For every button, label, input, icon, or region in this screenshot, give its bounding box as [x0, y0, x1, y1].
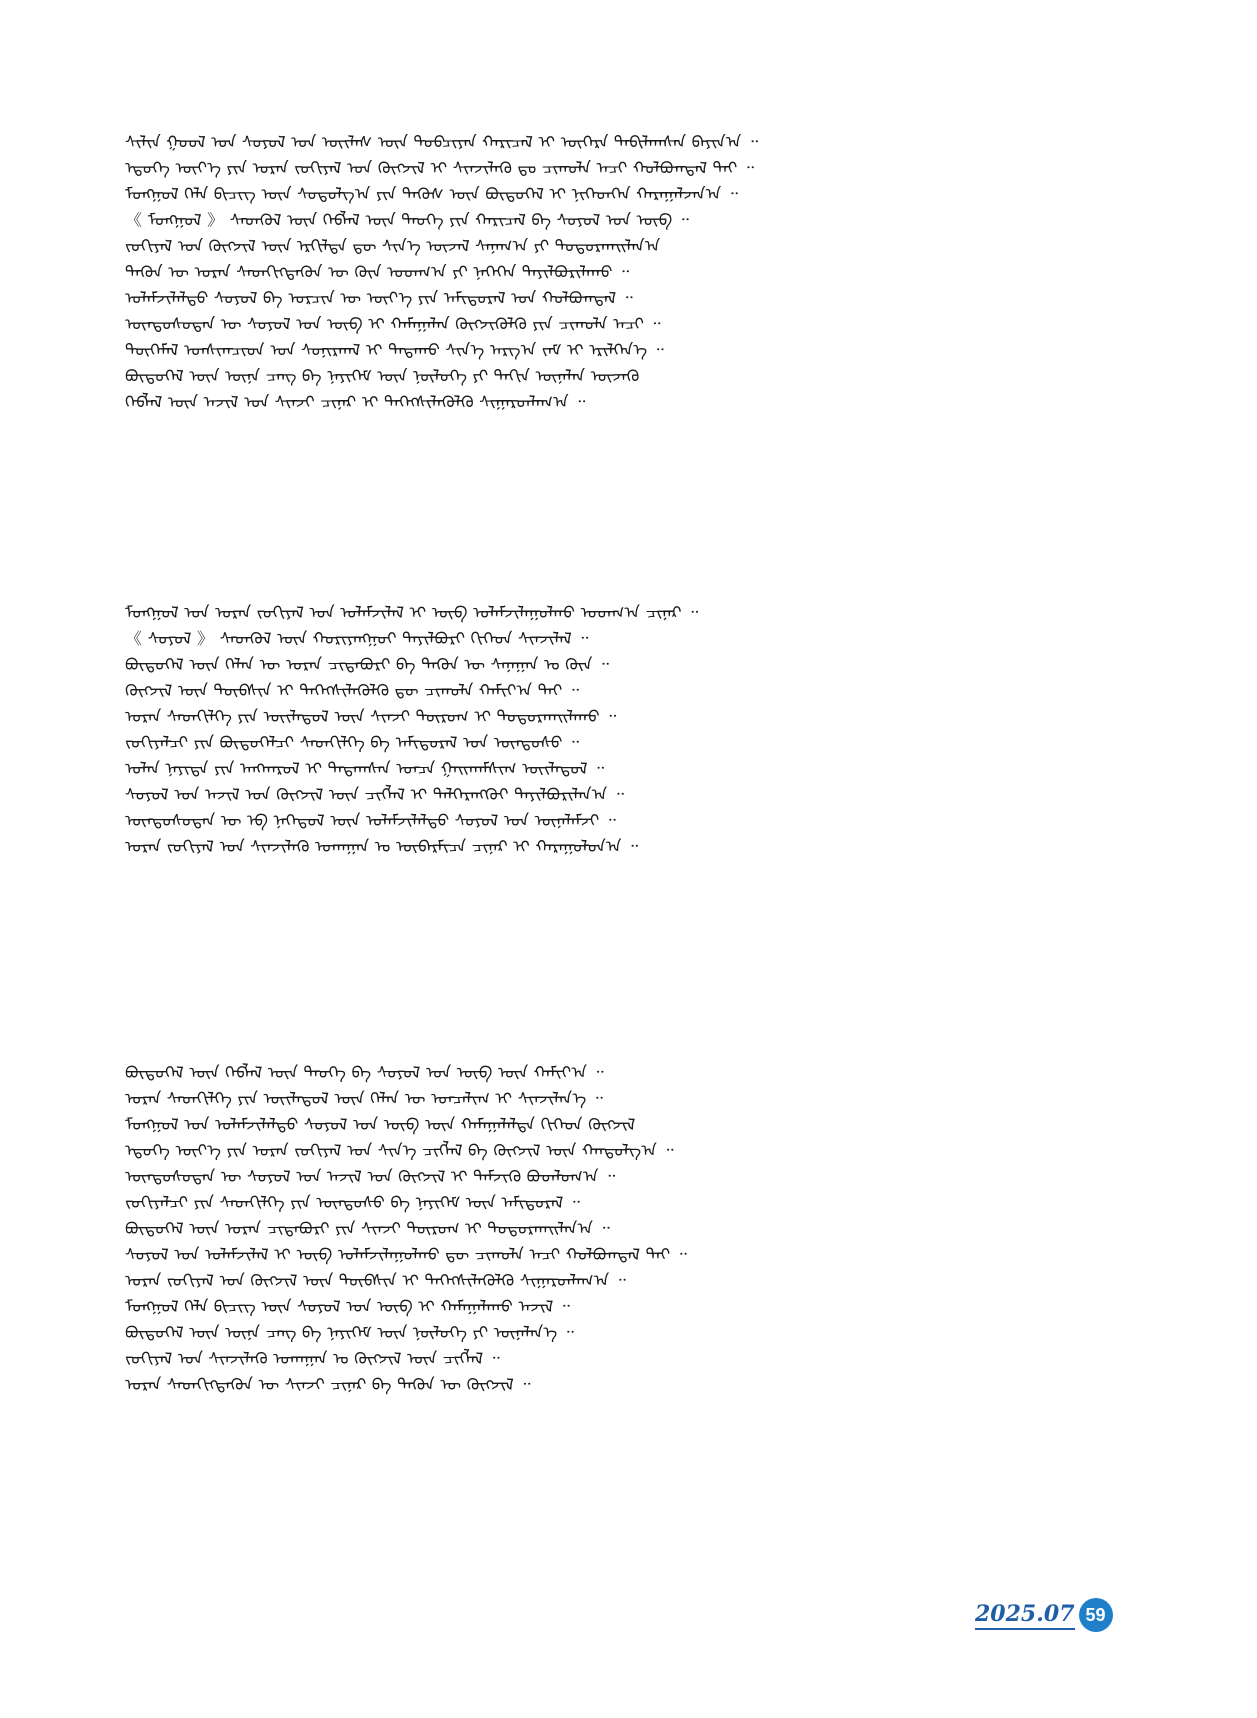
- text-line: ᠤᠷᠠᠨ ᠵᠣᠬᠢᠶᠠᠯ ᠤᠨ ᠬᠥᠭᠵᠢᠯ ᠦᠨ ᠲᠦᠪᠰᠢᠨ ᠢ ᠳᠡᠭᠡᠭᠰᠢᠯᠡᠭᠦᠯᠬᠦ ᠰᠢᠭᠠᠷᠳᠯᠠᠭ᠎ᠠ ᠃: [125, 1271, 626, 1291]
- text-line: ᠪᠦᠲᠦᠭᠡᠯ ᠦᠨ ᠤᠷᠠᠨ ᠴᠢᠳᠠᠪᠤᠷᠢ ᠶᠢᠨ ᠰᠢᠨᠵᠢ ᠲᠥᠷᠦᠬ ᠢ ᠲᠣᠳᠤᠷᠬᠠᠢᠯᠠᠨ᠎ᠠ ᠃: [125, 1219, 610, 1239]
- text-column-group-bottom: [125, 1060, 1125, 1580]
- text-line: ᠮᠣᠩᠭᠣᠯ ᠬᠡᠯᠡ ᠪᠢᠴᠢᠭ ᠦᠨ ᠰᠤᠳᠤᠯᠭ᠎ᠠ ᠶᠢᠨ ᠲᠡᠭᠦᠰ ᠦᠨ ᠪᠦᠲᠦᠭᠡᠯ ᠢ ᠨᠢᠭᠡᠳᠬᠡᠨ ᠬᠠᠷᠠᠭᠠᠯᠵᠠᠨ᠎ᠠ ᠃: [125, 185, 739, 205]
- text-line: ᠰᠣᠶᠣᠯ ᠤᠨ ᠤᠯᠠᠮᠵᠢᠯᠠᠯ ᠢ ᠥᠪ ᠤᠯᠠᠮᠵᠢᠯᠠᠭᠤᠯᠬᠤ ᠳᠦ ᠴᠢᠬᠤᠯᠠ ᠠᠴᠢ ᠬᠣᠯᠪᠣᠭᠳᠠᠯ ᠲᠠᠢ ᠃: [125, 1245, 687, 1265]
- text-line: ᠵᠣᠬᠢᠶᠠᠯ ᠤᠨ ᠰᠢᠨᠵᠢᠯᠡᠬᠦ ᠤᠬᠠᠭᠠᠨ ᠤ ᠬᠥᠭᠵᠢᠯ ᠦᠨ ᠴᠢᠭᠯᠡᠯ ᠃: [125, 1349, 500, 1369]
- text-line: ᠬᠡᠪᠯᠡᠯ ᠦᠨ ᠠᠵᠢᠯ ᠤᠨ ᠰᠢᠨᠵᠢ ᠴᠢᠨᠠᠷ ᠢ ᠳᠡᠭᠡᠭᠰᠢᠯᠡᠭᠦᠯᠬᠦ ᠰᠢᠭᠠᠷᠳᠯᠠᠭ᠎ᠠ ᠃: [125, 393, 586, 413]
- text-line: ᠰᠢᠯᠢᠨ ᠭᠣᠣᠯ ᠤᠨ ᠰᠣᠶᠣᠯ ᠤᠨ ᠦᠢᠯᠡᠰ ᠦᠨ ᠲᠣᠪᠴᠢᠶᠠᠨ ᠬᠠᠷᠢᠴᠠᠯ ᠢ ᠦᠭᠡᠷᠡ ᠲᠠᠪᠢᠯᠠᠭᠰᠠᠨ ᠪᠠᠶᠢᠨ᠎ᠠ ᠃: [125, 133, 759, 153]
- text-column-group-middle: [125, 600, 1125, 1020]
- text-line: ᠬᠥᠭᠵᠢᠯ ᠦᠨ ᠲᠦᠪᠰᠢᠨ ᠢ ᠳᠡᠭᠡᠭᠰᠢᠯᠡᠭᠦᠯᠬᠦ ᠳᠦ ᠴᠢᠬᠤᠯᠠ ᠬᠠᠮᠢᠶ᠎ᠠ ᠲᠠᠢ ᠃: [125, 681, 580, 701]
- text-line: ᠦᠨᠳᠦᠰᠦᠲᠡᠨ ᠦ ᠰᠣᠶᠣᠯ ᠤᠨ ᠥᠪ ᠢ ᠬᠠᠮᠠᠭᠠᠯᠠᠨ ᠬᠥᠭᠵᠢᠭᠦᠯᠬᠦ ᠶᠢᠨ ᠴᠢᠬᠤᠯᠠ ᠠᠴᠢ ᠃: [125, 315, 661, 335]
- page-number: 59: [1079, 1598, 1113, 1632]
- text-line: ᠮᠣᠩᠭᠣᠯ ᠤᠨ ᠤᠯᠠᠮᠵᠢᠯᠠᠯᠲᠤ ᠰᠣᠶᠣᠯ ᠤᠨ ᠥᠪ ᠦᠨ ᠬᠠᠮᠠᠭᠠᠯᠠᠯᠲᠠ ᠬᠢᠭᠡᠳ ᠬᠥᠭᠵᠢᠯ: [125, 1115, 636, 1135]
- text-line: ᠣᠯᠠᠨ ᠨᠡᠶᠢᠲᠡ ᠶᠢᠨ ᠠᠩᠬᠠᠷᠤᠯ ᠢ ᠲᠠᠲᠠᠭᠰᠠᠨ ᠣᠨᠴᠠ ᠭᠠᠢᠬᠠᠮᠰᠢᠭ ᠦᠢᠯᠡᠳᠦᠯ ᠃: [125, 759, 605, 779]
- text-line: ᠵᠣᠬᠢᠶᠠᠯᠴᠢ ᠶᠢᠨ ᠰᠡᠳᠬᠢᠯᠭᠡ ᠶᠢᠨ ᠦᠨᠳᠦᠰᠦ ᠪᠠ ᠨᠡᠶᠢᠭᠡᠮ ᠦᠨ ᠠᠮᠢᠳᠤᠷᠠᠯ ᠃: [125, 1193, 580, 1213]
- text-line: ᠲᠦᠭᠡᠮᠡᠯ ᠤᠨᠰᠢᠭᠴᠢᠳ ᠤᠨ ᠰᠣᠨᠢᠷᠬᠠᠯ ᠢ ᠲᠠᠲᠠᠬᠤ ᠰᠢᠨ᠎ᠡ ᠠᠷᠭ᠎ᠠ ᠵᠠᠮ ᠢ ᠡᠷᠢᠯᠬᠡᠨ᠎ᠡ ᠃: [125, 341, 664, 361]
- text-line: ᠮᠣᠩᠭᠣᠯ ᠤᠨ ᠤᠷᠠᠨ ᠵᠣᠬᠢᠶᠠᠯ ᠤᠨ ᠤᠯᠠᠮᠵᠢᠯᠠᠯ ᠢ ᠥᠪ ᠤᠯᠠᠮᠵᠢᠯᠠᠭᠤᠯᠬᠤ ᠤᠳᠬ᠎ᠠ ᠴᠢᠨᠠᠷ ᠃: [125, 603, 699, 623]
- issue-badge: [975, 1598, 1113, 1632]
- text-line: ᠤᠷᠠᠨ ᠵᠣᠬᠢᠶᠠᠯ ᠤᠨ ᠰᠢᠨᠵᠢᠯᠡᠬᠦ ᠤᠬᠠᠭᠠᠨ ᠤ ᠥᠪᠡᠷᠮᠢᠴᠡ ᠴᠢᠨᠠᠷ ᠢ ᠬᠠᠷᠠᠭᠤᠯᠤᠨ᠎ᠠ ᠃: [125, 837, 639, 857]
- text-line: ᠡᠳᠦᠭᠡ ᠦᠶ᠎ᠡ ᠶᠢᠨ ᠤᠷᠠᠨ ᠵᠣᠬᠢᠶᠠᠯ ᠤᠨ ᠰᠢᠨ᠎ᠡ ᠴᠢᠭᠯᠡᠯ ᠪᠠ ᠬᠥᠭᠵᠢᠯ ᠦᠨ ᠬᠠᠨᠳᠤᠯᠭ᠎ᠠ ᠃: [125, 1141, 674, 1161]
- text-line: ᠰᠣᠶᠣᠯ ᠤᠨ ᠠᠵᠢᠯ ᠤᠨ ᠬᠥᠭᠵᠢᠯ ᠦᠨ ᠴᠢᠭᠯᠡᠯ ᠢ ᠳᠡᠯᠭᠡᠷᠡᠩᠭᠦᠢ ᠲᠠᠶᠢᠯᠪᠤᠷᠢᠯᠠᠨ᠎ᠠ ᠃: [125, 785, 625, 805]
- text-line: ᠮᠣᠩᠭᠣᠯ ᠬᠡᠯᠡ ᠪᠢᠴᠢᠭ ᠦᠨ ᠰᠣᠶᠣᠯ ᠤᠨ ᠥᠪ ᠢ ᠬᠠᠮᠠᠭᠠᠯᠠᠬᠤ ᠠᠵᠢᠯ ᠃: [125, 1297, 570, 1317]
- text-line: ᠪᠦᠲᠦᠭᠡᠯ ᠦᠨ ᠬᠡᠪᠯᠡᠯ ᠦᠨ ᠲᠡᠦᠬᠡ ᠪᠠ ᠰᠣᠶᠣᠯ ᠤᠨ ᠥᠪ ᠦᠨ ᠬᠠᠮᠢᠶ᠎ᠠ ᠃: [125, 1063, 604, 1083]
- text-line: ᠤᠯᠠᠮᠵᠢᠯᠠᠯᠲᠤ ᠰᠣᠶᠣᠯ ᠪᠠ ᠣᠷᠴᠢᠨ ᠦ ᠦᠶ᠎ᠡ ᠶᠢᠨ ᠠᠮᠢᠳᠤᠷᠠᠯ ᠤᠨ ᠬᠣᠯᠪᠣᠭᠳᠠᠯ ᠃: [125, 289, 633, 309]
- text-line: 《 ᠰᠣᠶᠣᠯ 》 ᠰᠡᠳᠬᠦᠯ ᠦᠨ ᠬᠣᠷᠢᠶᠠᠩᠭᠤᠢ ᠲᠠᠶᠢᠯᠪᠤᠷᠢ ᠬᠢᠭᠡᠳ ᠰᠢᠨᠵᠢᠯᠡᠯ ᠃: [125, 629, 589, 649]
- text-line: ᠦᠨᠳᠦᠰᠦᠲᠡᠨ ᠦ ᠰᠣᠶᠣᠯ ᠤᠨ ᠠᠵᠢᠯ ᠤᠨ ᠬᠥᠭᠵᠢᠯ ᠢ ᠳᠡᠮᠵᠢᠬᠦ ᠪᠣᠳᠯᠣᠭ᠎ᠠ ᠃: [125, 1167, 616, 1187]
- text-line: 《 ᠮᠣᠩᠭᠣᠯ 》 ᠰᠡᠳᠬᠦᠯ ᠦᠨ ᠬᠡᠪᠯᠡᠯ ᠦᠨ ᠲᠡᠦᠬᠡ ᠶᠢᠨ ᠬᠠᠷᠢᠴᠠᠯ ᠪᠠ ᠰᠣᠶᠣᠯ ᠤᠨ ᠥᠪ ᠃: [125, 211, 689, 231]
- text-column-group-top: [125, 130, 1125, 570]
- text-line: ᠪᠦᠲᠦᠭᠡᠯ ᠦᠨ ᠦᠨᠡ ᠴᠡᠩ ᠪᠠ ᠨᠡᠶᠢᠭᠡᠮ ᠦᠨ ᠨᠥᠯᠥᠭᠡ ᠶᠢ ᠦᠨᠡᠯᠡᠨ᠎ᠡ ᠃: [125, 1323, 574, 1343]
- text-line: ᠤᠷᠠᠨ ᠰᠡᠳᠬᠢᠯᠭᠡ ᠶᠢᠨ ᠦᠢᠯᠡᠳᠦᠯ ᠦᠨ ᠰᠢᠨᠵᠢ ᠲᠥᠷᠦᠬ ᠢ ᠲᠣᠳᠤᠷᠬᠠᠢᠯᠠᠬᠤ ᠃: [125, 707, 617, 727]
- text-line: ᠪᠦᠲᠦᠭᠡᠯ ᠦᠨ ᠦᠨᠡ ᠴᠡᠩ ᠪᠠ ᠨᠡᠶᠢᠭᠡᠮ ᠦᠨ ᠨᠥᠯᠥᠭᠡ ᠶᠢ ᠳᠠᠬᠢᠨ ᠦᠨᠡᠯᠡᠨ ᠦᠵᠡᠬᠦ: [125, 367, 640, 387]
- text-line: ᠵᠣᠬᠢᠶᠠᠯᠴᠢ ᠶᠢᠨ ᠪᠦᠲᠦᠭᠡᠯᠴᠢ ᠰᠡᠳᠬᠢᠯᠭᠡ ᠪᠠ ᠠᠮᠢᠳᠤᠷᠠᠯ ᠤᠨ ᠦᠨᠳᠦᠰᠦ ᠃: [125, 733, 580, 753]
- issue-date: 2025.07: [975, 1601, 1075, 1630]
- text-line: ᠵᠣᠬᠢᠶᠠᠯ ᠤᠨ ᠬᠥᠭᠵᠢᠯ ᠦᠨ ᠡᠷᠭᠢᠯᠲᠡ ᠳᠦ ᠰᠢᠨ᠎ᠡ ᠦᠵᠡᠯ ᠰᠠᠨᠠᠭ᠎ᠠ ᠶᠢ ᠲᠣᠳᠤᠷᠬᠠᠢᠯᠠᠨ᠎ᠠ: [125, 237, 661, 257]
- text-line: ᠲᠡᠭᠦᠨ ᠦ ᠤᠷᠠᠨ ᠰᠡᠳᠬᠢᠭᠳᠡᠬᠦᠨ ᠦ ᠭᠦᠨ ᠤᠳᠬ᠎ᠠ ᠶᠢ ᠨᠡᠭᠡᠭᠡᠨ ᠲᠠᠶᠢᠯᠪᠤᠷᠢᠯᠠᠬᠤ ᠃: [125, 263, 630, 283]
- text-line: ᠤᠷᠠᠨ ᠰᠡᠳᠬᠢᠯᠭᠡ ᠶᠢᠨ ᠦᠢᠯᠡᠳᠦᠯ ᠦᠨ ᠬᠡᠯᠡᠨ ᠦ ᠤᠨᠴᠠᠯᠢᠭ ᠢ ᠰᠢᠨᠵᠢᠯᠡᠨ᠎ᠡ ᠃: [125, 1089, 603, 1109]
- text-line: ᠦᠨᠳᠦᠰᠦᠲᠡᠨ ᠦ ᠡᠪ ᠨᠡᠭᠡᠳᠦᠯ ᠦᠨ ᠤᠯᠠᠮᠵᠢᠯᠠᠯᠲᠤ ᠰᠣᠶᠣᠯ ᠤᠨ ᠦᠨᠡᠯᠡᠮᠵᠢ ᠃: [125, 811, 616, 831]
- text-line: ᠪᠦᠲᠦᠭᠡᠯ ᠦᠨ ᠬᠡᠯᠡᠨ ᠦ ᠤᠷᠠᠨ ᠴᠢᠳᠠᠪᠤᠷᠢ ᠪᠠ ᠲᠡᠭᠦᠨ ᠦ ᠰᠠᠨᠠᠭᠠᠨ ᠤ ᠭᠦᠨ ᠃: [125, 655, 610, 675]
- text-line: ᠤᠷᠠᠨ ᠰᠡᠳᠬᠢᠭᠳᠡᠬᠦᠨ ᠦ ᠰᠢᠨᠵᠢ ᠴᠢᠨᠠᠷ ᠪᠠ ᠲᠡᠭᠦᠨ ᠦ ᠬᠥᠭᠵᠢᠯ ᠃: [125, 1375, 531, 1395]
- text-line: ᠡᠳᠦᠭᠡ ᠦᠶ᠎ᠡ ᠶᠢᠨ ᠤᠷᠠᠨ ᠵᠣᠬᠢᠶᠠᠯ ᠤᠨ ᠬᠥᠭᠵᠢᠯ ᠢ ᠰᠢᠨᠵᠢᠯᠡᠬᠦ ᠳᠤ ᠴᠢᠬᠤᠯᠠ ᠠᠴᠢ ᠬᠣᠯᠪᠣᠭᠳᠠᠯ ᠲᠠᠢ ᠃: [125, 159, 755, 179]
